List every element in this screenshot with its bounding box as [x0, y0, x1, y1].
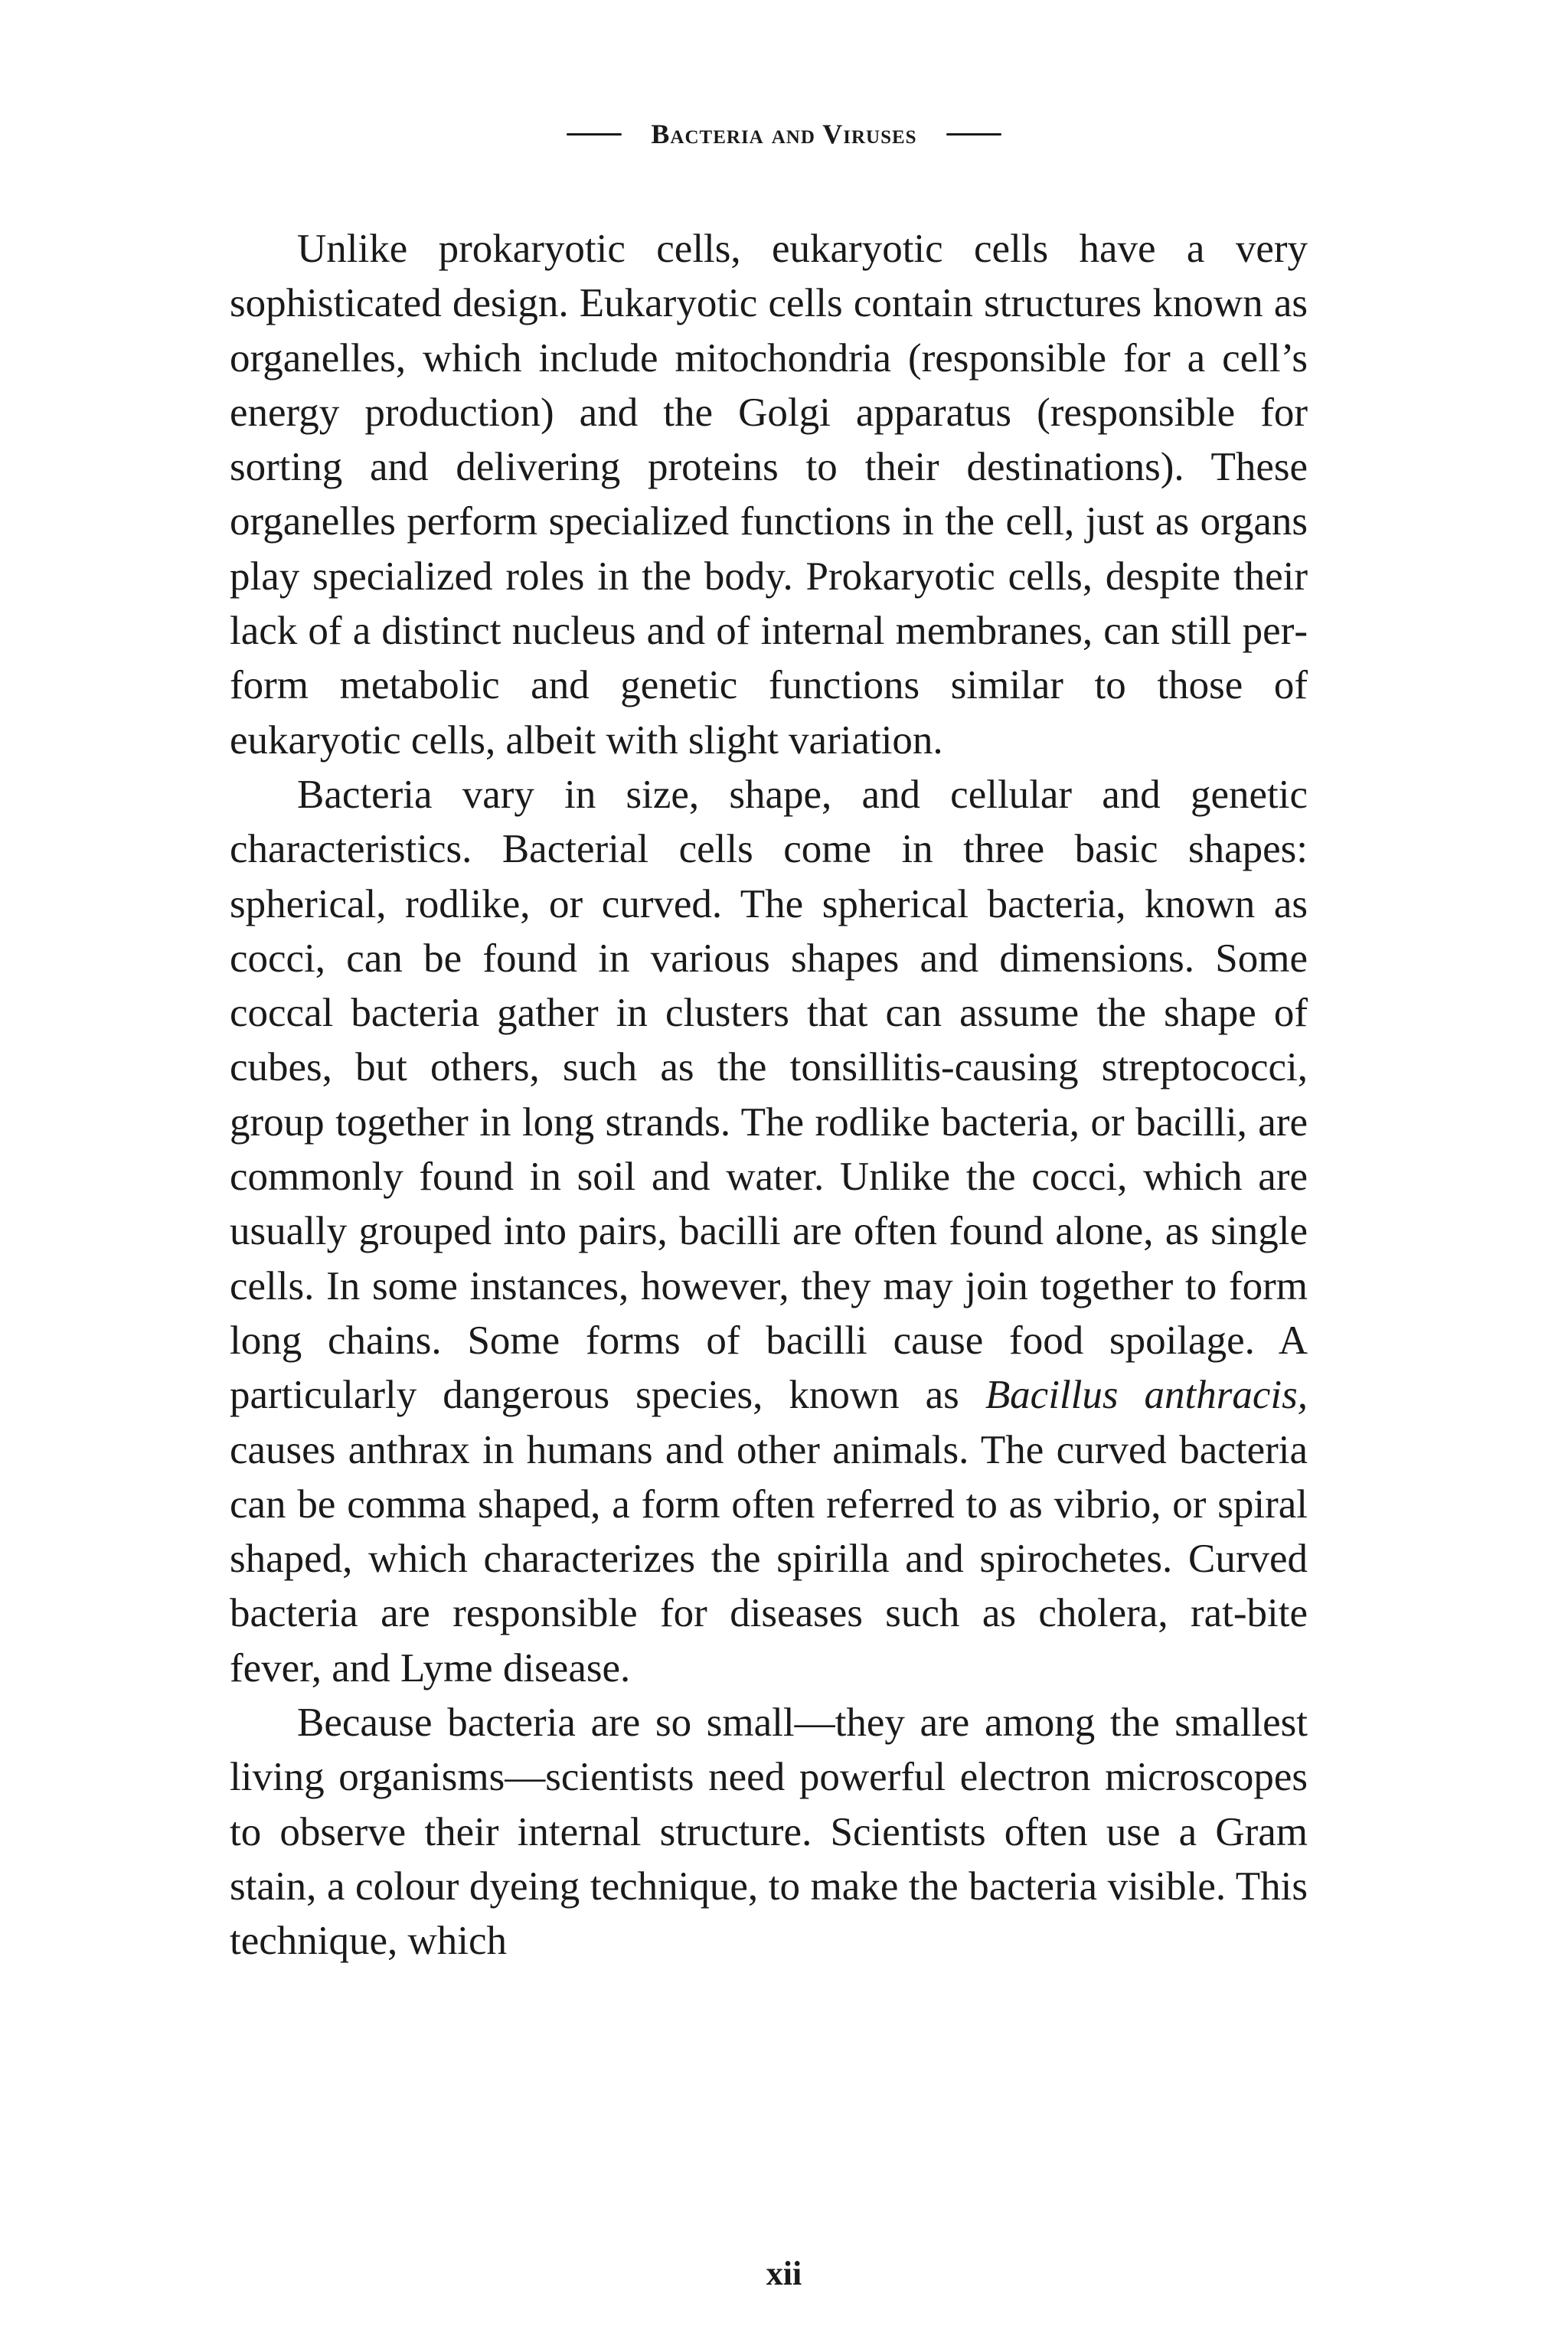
paragraph-2-text-after-italic: causes anthrax in humans and other animals. The curved bacteria can be comma shaped, a form often referred to as vibrio, or spiral shaped, which characterizes the spirilla and spirochetes. Curved bacteria are responsible for diseases such as cholera, rat-bite fever, and Lyme disease.	[230, 1427, 1308, 1690]
running-head	[0, 115, 1568, 153]
running-head-title: Bacteria and Viruses	[651, 119, 917, 149]
species-name-italic: Bacillus anthracis,	[985, 1373, 1308, 1418]
paragraph-2	[230, 768, 1308, 1696]
body-text	[230, 222, 1308, 1969]
running-head-rule-left	[567, 133, 622, 136]
page-number: xii	[766, 2255, 802, 2292]
paragraph-2-text-before-italic: Bacteria vary in size, shape, and cellular and genetic characteristics. Bacterial cells come in three basic shapes: spherical, rodlike, or curved. The spherical bacteria, known as cocci, can be found in various shapes and dimensions. Some coccal bacteria gather in clusters that can assume the shape of cubes, but others, such as the tonsillitis-causing streptococci, group together in long strands. The rodlike bacteria, or bacilli, are commonly found in soil and water. Unlike the cocci, which are usually grouped into pairs, bacilli are often found alone, as single cells. In some instances, however, they may join together to form long chains. Some forms of bacilli cause food spoilage. A particularly dangerous species, known as	[230, 772, 1308, 1418]
running-head-rule-right	[946, 133, 1001, 136]
paragraph-3-text: Because bacteria are so small—they are among the smallest living organisms—scientists need powerful electron microscopes to observe their internal structure. Scientists often use a Gram stain, a colour dyeing technique, to make the bacteria visible. This technique, which	[230, 1700, 1308, 1964]
paragraph-1	[230, 222, 1308, 768]
paragraph-3	[230, 1696, 1308, 1968]
paragraph-1-text: Unlike prokaryotic cells, eukaryotic cells have a very sophisticated design. Eukaryotic cells contain structures known as organelles, which include mitochondria (responsible for a cell’s energy production) and the Golgi apparatus (responsible for sorting and delivering proteins to their destinations). These organelles perform specialized functions in the cell, just as organs play specialized roles in the body. Prokaryotic cells, despite their lack of a distinct nucleus and of internal membranes, can still perform metabolic and genetic functions similar to those of eukaryotic cells, albeit with slight variation.	[230, 227, 1308, 763]
